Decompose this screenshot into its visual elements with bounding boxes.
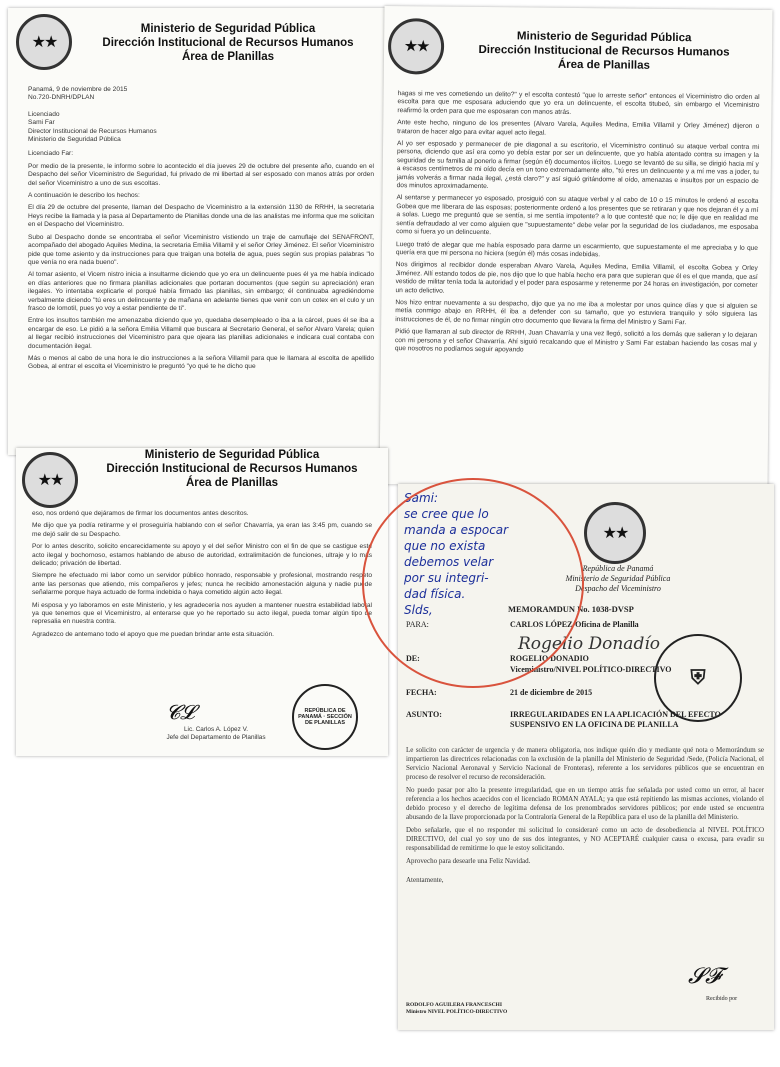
- memo-date-value: 21 de diciembre de 2015: [510, 688, 593, 697]
- paragraph: No puedo pasar por alto la presente irregularidad, que en un tiempo atrás fue señalada por usted como un error, al hacer referencia a los hechos acaecidos con el licenciado ROMAN AYALA; ya que está repitiendo las mismas acciones, violando el debido proceso y el derecho de legítima defensa de los prenombrados servidores públicos; por ende usted se encuentra abusando de la llave proporcionada por la Contraloría General de la República para el uso de la planilla del Ministerio.: [406, 786, 764, 821]
- received-by: Recibido por: [706, 996, 738, 1002]
- signature-text: Rogelio Donadío: [518, 634, 660, 654]
- memo-body: [406, 746, 764, 889]
- ministry-seal-icon: ★★: [388, 18, 445, 75]
- official-stamp: [292, 684, 358, 750]
- closing: Atentamente,: [406, 876, 444, 884]
- memo-subject-value: IRREGULARIDADES EN LA APLICACIÓN DEL EFECTO SUSPENSIVO EN LA OFICINA DE PLANILLA: [510, 710, 721, 729]
- letterhead-area: Área de Planillas: [181, 51, 275, 63]
- cc-title: Ministro NIVEL POLÍTICO-DIRECTIVO: [406, 1009, 508, 1015]
- addressee-line: Sami Far: [28, 119, 55, 127]
- note-line: debemos velar: [404, 555, 494, 569]
- cc-block: [406, 1002, 507, 1016]
- paragraph: Más o menos al cabo de una hora le dio instrucciones a la señora Villamil para que le llamara al escolta de apellido Gobea, al entrar el escolta el Viceministro le preguntó "yo qué te he dicho que: [28, 354, 374, 371]
- paragraph: Me dijo que ya podía retirarme y el proseguiría hablando con el señor Chavarría, ya eran las 3:45 pm, cuando se me dejó salir de su Despacho.: [32, 522, 372, 538]
- paragraph: Al yo ser esposado y permanecer de pie diagonal a su escritorio, el Viceministro continuó su ataque verbal contra mi persona, diciendo que así era como yo debía estar por ser un delincuente, que yo había atentado contra su imagen y la seguridad de su familia al ponerlo a firmar (según él) documentos ilícitos. Luego se levantó de su silla, se dirigió hacia mí y a escasos centímetros de mi oído decía en un tono extremadamente alto, "tú eres un delincuente y a mí me vas a joder, tu jamás volverás a firmar nada ilegal, ¿está claro?" y así siguió gritándome al oído, amenazas e insultos por un espacio de dos minutos aproximadamente.: [396, 140, 760, 191]
- letterhead-area: Área de Planillas: [185, 477, 279, 489]
- paragraph: El día 29 de octubre del presente, llaman del Despacho de Viceministro a la extensión 1130 de RRHH, la secretaria Heys recibe la llamada y la pasa al Departamento de Planillas donde una de las analistas me informa que me solicitan en el Despacho del Viceministro.: [28, 204, 374, 229]
- memo-to-label: PARA:: [406, 620, 429, 629]
- memo-number: MEMORAMDUN No. 1038-DVSP: [508, 604, 634, 614]
- addressee-line: Director Institucional de Recursos Humanos: [28, 127, 157, 135]
- gov-line: Ministerio de Seguridad Pública: [565, 574, 671, 583]
- paragraph: Luego trató de alegar que me había esposado para darme un escarmiento, que supuestamente el me apreciaba y lo que quería era que mi persona no hiciera (según él) más cosas indebidas.: [395, 240, 759, 259]
- paragraph: Siempre he efectuado mi labor como un servidor público honrado, responsable y profesional, mostrando respeto ante las personas que atiendo, mis compañeros y jefes; nunca he recibido amonestación alguna y nadie puede señalarme porque haya actuado de forma indebida o haya cometido algún acto ilegal.: [32, 572, 372, 597]
- paragraph: Debo señalarle, que el no responder mi solicitud lo consideraré como un acto de desobediencia al NIVEL POLÍTICO DIRECTIVO, del cual yo soy uno de sus dos integrantes, y NO ACEPTARÉ cualquier causa o excusa, para evadir su responsabilidad de remitirme lo que le estoy solicitando.: [406, 826, 764, 852]
- letterhead: [82, 448, 382, 490]
- letterhead-ministry: Ministerio de Seguridad Pública: [140, 23, 316, 35]
- addressee: [28, 111, 374, 145]
- paragraph: eso, nos ordenó que dejáramos de firmar los documentos antes descritos.: [32, 510, 249, 517]
- paragraph: A continuación le describo los hechos:: [28, 192, 140, 200]
- note-line: manda a espocar: [404, 523, 509, 537]
- government-seal-icon: ★★: [584, 502, 646, 564]
- paragraph: Al sentarse y permanecer yo esposado, prosiguió con su ataque verbal y al cabo de 10 o 15 minutos le ordenó al escolta Gobea que me liberara de las esposas; posteriormente ordenó a los presentes que se retiraran y que nos dejaran él y a mí a solas. Luego me preguntó que se sentía, si me sentía impotente? a lo que contesté que no; le dije que en realidad me sentía defraudado al ver como alguien que "supuestamente" debe velar por la seguridad de los ciudadanos, me esposaba como si fuera yo un delincuente.: [396, 194, 759, 237]
- signer-title: Jefe del Departamento de Planillas: [166, 734, 266, 741]
- note-line: Sami:: [404, 491, 439, 505]
- received-signature: 𝓢𝓕: [688, 964, 722, 989]
- ministry-seal-icon: ★★: [22, 452, 78, 508]
- memo-from-value: ROGELIO DONADIO: [510, 654, 589, 663]
- reference-number: No.720-DNRH/DPLAN: [28, 94, 95, 102]
- letter-page-2: [380, 6, 773, 488]
- paragraph: Nos dirigimos al recibidor donde esperaban Alvaro Varela, Aquiles Medina, Emilia Villamil, el escolta Gobea y Orley Jiménez. Allí estando todos de pie, nos dijo que lo que había hecho era para que supieran que él es el que manda, que así vestido de militar tenía toda la autoridad y el poder para esposarme y retenerme por 24 horas en investigación, por cometer un acto delictivo.: [395, 261, 758, 295]
- paragraph: Mi esposa y yo laboramos en este Ministerio, y les agradecería nos ayuden a mantener nuestra estabilidad laboral ya que tenemos que el Viceministro, al enterarse que yo he reportado su acto ilegal, pueda tomar algún tipo de represalia en nuestra contra.: [32, 601, 372, 626]
- memo-to-value: CARLOS LÓPEZ-Oficina de Planilla: [510, 620, 639, 629]
- paragraph: Pidió que llamaran al sub director de RRHH, Juan Chavarría y una vez llegó, solicitó a los demás que salieran y lo dejaran con mi persona y el señor Chavarría. Ahí siguió recalcando que el Ministro y Sami Far estaban haciendo las cosas mal y que nosotros no podíamos seguir apoyando: [394, 328, 758, 354]
- letterhead-direction: Dirección Institucional de Recursos Humanos: [106, 463, 358, 475]
- memo-from-title: Viceministro/NIVEL POLÍTICO-DIRECTIVO: [510, 665, 672, 674]
- paragraph: Subo al Despacho donde se encontraba el señor Viceministro vistiendo un traje de camuflaje del SENAFRONT, acompañado del abogado Aquiles Medina, la secretaria Emilia Villamil y el señor Orley Jiménez. El señor Viceministro pide que tome asiento y da instrucciones para que traigan una botella de agua, pues según sus propias palabras "lo que venía no era nada bueno".: [28, 233, 374, 266]
- signer-name: Lic. Carlos A. López V.: [183, 726, 249, 733]
- note-line: dad física.: [404, 587, 466, 601]
- letterhead: [444, 29, 764, 74]
- letter-page-3: [16, 448, 388, 756]
- paragraph: Le solicito con carácter de urgencia y de manera obligatoria, nos indique quién dio y mediante qué nota o Memorándum se impartieron las directrices relacionadas con la exclusión de la planilla del Ministerio de Seguridad /Sede, (Policía Nacional, el Servicio Nacional Aeronaval y Servicio Nacional de Fronteras), referente a los servidores públicos que se encuentran en proceso de resolver el recurso de reconsideración.: [406, 746, 764, 781]
- note-line: por su integri-: [404, 571, 489, 585]
- addressee-line: Ministerio de Seguridad Pública: [28, 136, 121, 144]
- paragraph: Aprovecho para desearle una Feliz Navidad.: [406, 857, 531, 865]
- letter-page-1: [8, 8, 386, 455]
- cc-name: RODOLFO AGUILERA FRANCESCHI: [406, 1002, 502, 1008]
- letterhead-area: Área de Planillas: [557, 58, 650, 72]
- salutation: Licenciado Far:: [28, 150, 74, 158]
- paragraph: Al tomar asiento, el Vicem nistro inicia a insultarme diciendo que yo era un delincuente pues él ya me había indicado en días anteriores que no firmara planillas adicionales que portaran documentos (que según su apreciación) eran ilegales. Yo intentaba explicarle el porqué había firmado las planillas, sin embargo; él continuaba agrediéndome verbalmente diciendo "tú eres un delincuente y de mañana en adelante tienes que venir con un cotex en el culo y un frasco de lomotil, pues yo voy a estar pendiente de ti".: [28, 271, 374, 312]
- note-line: Slds,: [404, 603, 433, 617]
- handwritten-signature: 𝓒𝓛: [166, 700, 195, 724]
- memo-date-label: FECHA:: [406, 688, 437, 697]
- letterhead: [78, 22, 378, 64]
- gov-line: Despacho del Viceministro: [575, 584, 661, 593]
- note-line: que no exista: [404, 539, 486, 553]
- coat-of-arms-icon: ⛨: [690, 666, 706, 689]
- paragraph: Por medio de la presente, le informo sobre lo acontecido el día jueves 29 de octubre del presente año, cuando en el Despacho del señor Viceministro de Seguridad, fui privado de mi libertad al ser esposado con manos atrás por orden del señor Viceministro a uno de sus escoltas.: [28, 162, 374, 187]
- note-line: se cree que lo: [404, 507, 489, 521]
- paragraph: hagas si me ves cometiendo un delito?" y el escolta contestó "que lo arreste señor" entonces el Viceministro dio orden al escolta para que me esposara aduciendo que yo era un delincuente, el escolta titubeó, sin embargo el Viceministro reafirmó la orden para que me esposaran con manos atrás.: [397, 90, 760, 116]
- paragraph: Ante este hecho, ninguno de los presentes (Alvaro Varela, Aquiles Medina, Emilia Villamil y Orley Jiménez) dijeron o trataron de hacer algo para evitar aquel acto ilegal.: [397, 119, 760, 137]
- ministry-seal-icon: ★★: [16, 14, 72, 70]
- letterhead-direction: Dirección Institucional de Recursos Humanos: [102, 37, 354, 49]
- letterhead-ministry: Ministerio de Seguridad Pública: [144, 449, 320, 461]
- signer-block: [136, 726, 296, 742]
- stamp-text: REPÚBLICA DE PANAMÁ · SECCIÓN DE PLANILLAS: [298, 708, 352, 726]
- letter-1-body: [28, 86, 374, 376]
- paragraph: Por lo antes descrito, solicito encarecidamente su apoyo y el del señor Ministro con el fin de que se castigue este acto ilegal y bochornoso, estamos hablando de abuso de autoridad, extralimitación de funciones, ultraje y lo más delicado; privación de libertad.: [32, 543, 372, 568]
- letter-3-body: [32, 510, 372, 643]
- memo-subject-label: ASUNTO:: [406, 710, 442, 719]
- gov-line: República de Panamá: [582, 564, 654, 573]
- received-stamp: [654, 634, 742, 722]
- letter-2-body: [395, 90, 760, 361]
- letterhead-direction: Dirección Institucional de Recursos Humanos: [478, 43, 730, 59]
- paragraph: Agradezco de antemano todo el apoyo que me puedan brindar ante esta situación.: [32, 630, 274, 638]
- highlight-circle: [362, 478, 584, 688]
- memo-from-label: DE:: [406, 654, 420, 663]
- addressee-line: Licenciado: [28, 110, 60, 118]
- place-date: Panamá, 9 de noviembre de 2015: [28, 86, 128, 93]
- paragraph: Entre los insultos también me amenazaba diciendo que yo, quedaba desempleado o iba a la cárcel, pues él se iba a encargar de eso. Le pidió a la señora Emilia Villamil que buscara al Secretario General, el señor Alvaro Varela; quien al llegar recibió instrucciones del Viceministro para que ojeara las planillas adicionales e indicara cual contaba con documentación ilegal.: [28, 317, 374, 350]
- letterhead-ministry: Ministerio de Seguridad Pública: [516, 30, 692, 45]
- paragraph: Nos hizo entrar nuevamente a su despacho, dijo que ya no me iba a molestar por unos quince días y que si alguien se metía conmigo abajo en RRHH, él iba a defender con su tamaño, que yo estuviera tranquilo y sólo siguiera las instrucciones de él, de no firmar ningún otro documento que llevara la firma del Ministro y Sami Far.: [395, 299, 758, 326]
